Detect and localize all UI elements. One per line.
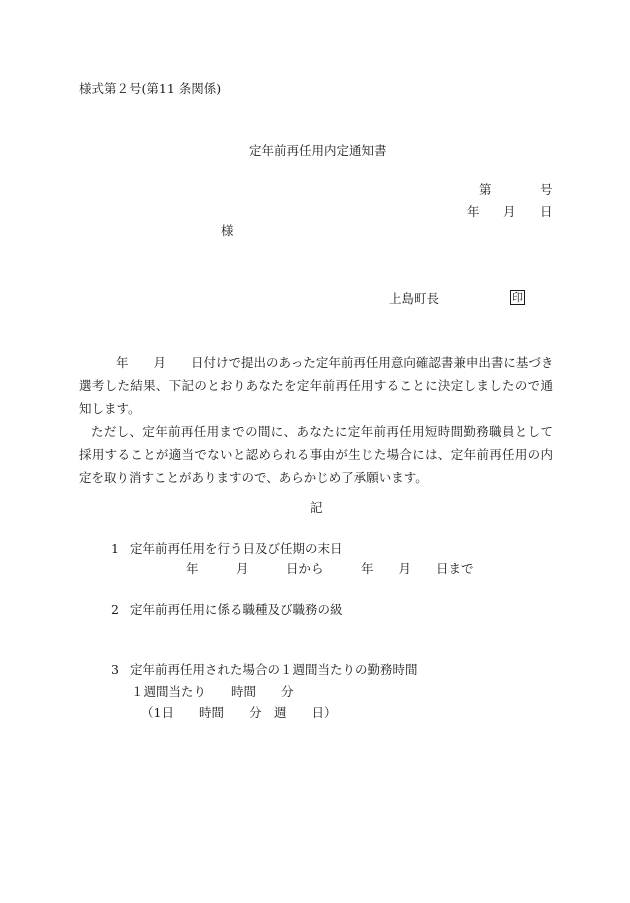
- body-paragraph-2: [79, 420, 553, 489]
- addressee-suffix: 様: [221, 223, 234, 238]
- document-title: 定年前再任用内定通知書: [249, 143, 387, 158]
- doc-number-dai: 第: [479, 182, 492, 197]
- item-3-number: 3: [111, 662, 119, 677]
- issuer-name: 上島町長: [389, 291, 440, 306]
- body-para2: ただし、定年前再任用までの間に、あなたに定年前再任用短時間勤務職員として採用することが適当でないと認められる事由が生じた場合には、定年前再任用の内定を取り消すことがありますので、あらかじめ了承願います。: [79, 424, 553, 485]
- item-3-weekly-hours: １週間当たり 時間 分: [131, 684, 294, 699]
- item-1-term: 年 月 日から 年 月 日まで: [186, 561, 474, 576]
- item-1-heading: 定年前再任用を行う日及び任期の末日: [130, 541, 343, 556]
- body-paragraph-1: [79, 351, 553, 420]
- date-year: 年: [467, 204, 480, 219]
- doc-number-go: 号: [540, 182, 553, 197]
- body-para1-rest: 選考した結果、下記のとおりあなたを定年前再任用することに決定しましたので通知します。: [79, 378, 553, 416]
- item-3-heading: 定年前再任用された場合の１週間当たりの勤務時間: [130, 662, 418, 677]
- item-2-number: 2: [111, 602, 119, 617]
- seal-mark: [510, 290, 525, 305]
- item-2-heading: 定年前再任用に係る職種及び職務の級: [130, 602, 343, 617]
- date-day: 日: [540, 204, 553, 219]
- item-1-number: 1: [111, 541, 119, 556]
- ki-heading: 記: [310, 500, 323, 515]
- form-label: 様式第２号(第11 条関係): [79, 81, 222, 96]
- body-para1-line1: 年 月 日付けで提出のあった定年前再任用意向確認書兼申出書に基づき: [116, 355, 554, 370]
- seal-icon: 印: [512, 291, 523, 304]
- item-3-daily-hours: （1日 時間 分 週 日）: [141, 705, 337, 720]
- date-month: 月: [503, 204, 516, 219]
